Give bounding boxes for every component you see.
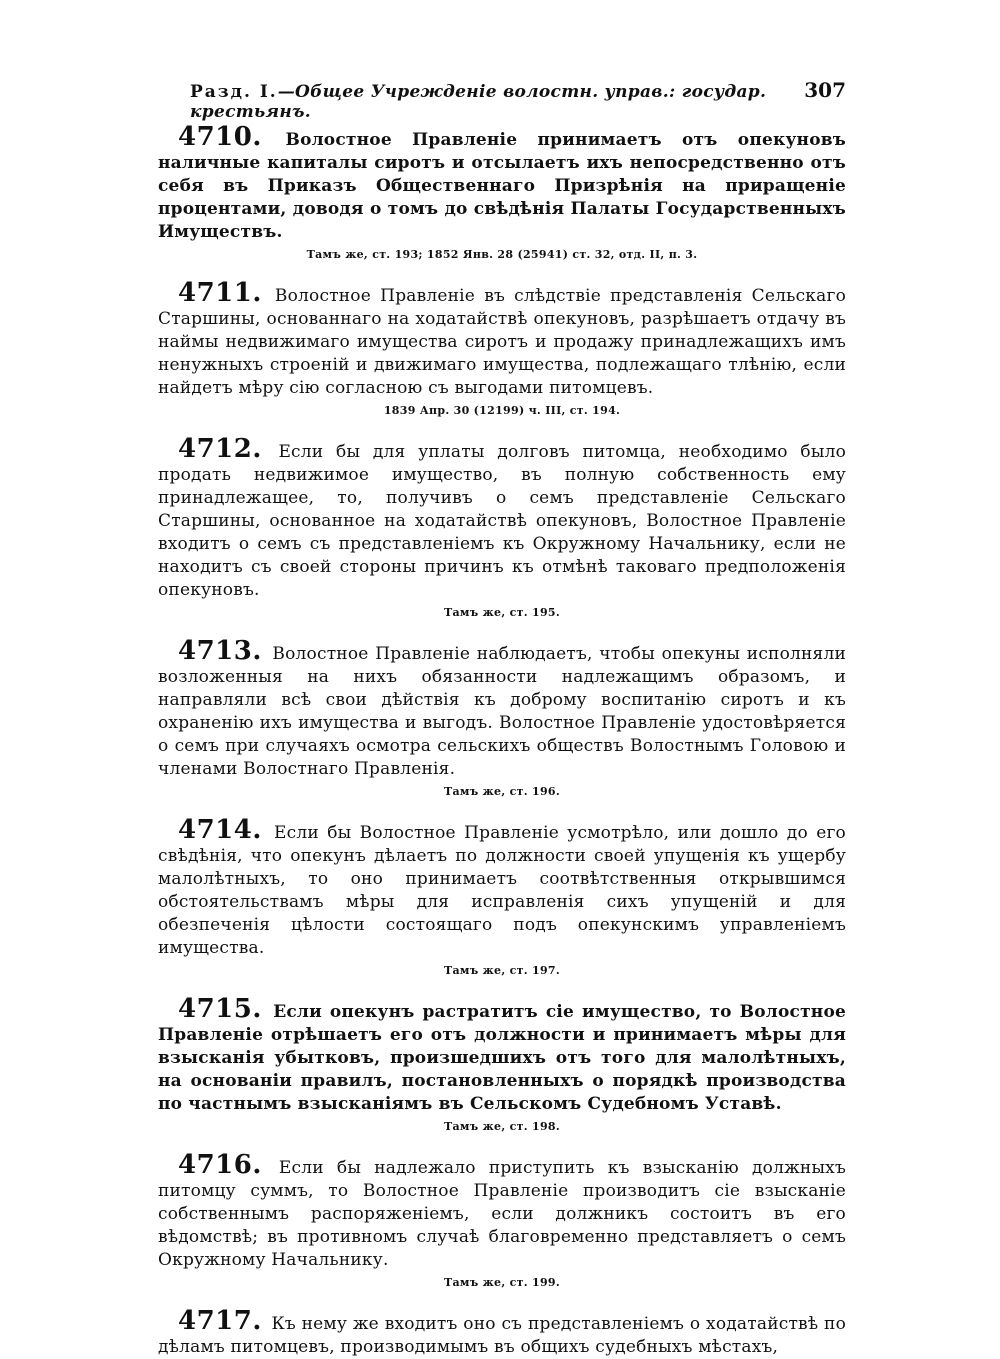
article-number: 4716. (178, 1150, 262, 1180)
article-text: Если опекунъ растратитъ сіе имущество, то Волостное Правленіе отрѣшаетъ его отъ должности и принимаетъ мѣры для взысканія убытковъ, произшедшихъ отъ того для малолѣтныхъ, на основаніи правилъ, постановленныхъ о порядкѣ производства по частнымъ взысканіямъ въ Сельскомъ Судебномъ Уставѣ. (158, 1002, 846, 1114)
article-paragraph (158, 1306, 847, 1359)
article-paragraph (158, 815, 846, 960)
article-citation: Тамъ же, ст. 199. (444, 1276, 560, 1289)
article-text: Если бы для уплаты долговъ питомца, необходимо было продать недвижимое имущество, въ полную собственность ему принадлежащее, то, получивъ о семъ представленіе Сельскаго Старшины, основанное на ходатайствѣ опекуновъ, Волостное Правленіе входитъ о семъ съ представленіемъ къ Окружному Начальнику, если не находитъ съ своей стороны причинъ къ отмѣнѣ таковаго предположенія опекуновъ. (158, 442, 846, 600)
article-paragraph (158, 278, 847, 400)
article-citation: Тамъ же, ст. 195. (444, 606, 560, 619)
article-number: 4717. (178, 1306, 262, 1336)
article-number: 4713. (178, 636, 262, 666)
article-number: 4712. (178, 434, 262, 464)
article-text: Если бы надлежало приступить къ взысканію должныхъ питомцу суммъ, то Волостное Правленіе производитъ сіе взысканіе собственнымъ распоряженіемъ, если должникъ состоитъ въ его вѣдомствѣ; въ противномъ случаѣ благовременно представляетъ о семъ Окружному Начальнику. (158, 1158, 846, 1270)
article-number: 4715. (178, 994, 262, 1024)
article-4717 (158, 1306, 847, 1359)
article-citation: Тамъ же, ст. 197. (444, 964, 560, 977)
running-header (190, 78, 846, 122)
article-citation: Тамъ же, ст. 198. (444, 1120, 560, 1133)
article-citation: Тамъ же, ст. 196. (444, 785, 560, 798)
article-number: 4710. (178, 122, 262, 152)
page-number: 307 (804, 78, 846, 102)
article-citation: Тамъ же, ст. 193; 1852 Янв. 28 (25941) ст. 32, отд. II, п. 3. (306, 248, 698, 261)
header-section-label: Разд. I. (190, 82, 278, 102)
article-number: 4711. (178, 278, 262, 308)
article-4716 (158, 1150, 846, 1292)
article-text: Если бы Волостное Правленіе усмотрѣло, или дошло до его свѣдѣнія, что опекунъ дѣлаетъ по должности своей упущенія къ ущербу малолѣтныхъ, то оно принимаетъ соотвѣтственныя открывшимся обстоятельствамъ мѣры для исправленія сихъ упущеній и для обезпеченія цѣлости состоящаго подъ опекунскимъ управленіемъ имущества. (158, 823, 846, 958)
article-text: Къ нему же входитъ оно съ представленіемъ о ходатайствѣ по дѣламъ питомцевъ, производимымъ въ общихъ судебныхъ мѣстахъ, (158, 1314, 847, 1357)
article-4714 (158, 815, 846, 980)
article-4712 (158, 434, 846, 622)
article-paragraph (158, 122, 846, 244)
header-section-title: —Общее Учрежденіе волостн. управ.: государ. крестьянъ. (190, 82, 767, 122)
article-paragraph (158, 636, 847, 781)
article-text: Волостное Правленіе въ слѣдствіе представленія Сельскаго Старшины, основаннаго на ходатайствѣ опекуновъ, разрѣшаетъ отдачу въ наймы недвижимаго имущества сиротъ и продажу принадлежащихъ имъ ненужныхъ строеній и движимаго имущества, подлежащаго тлѣнію, если найдетъ мѣру сію согласною съ выгодами питомцевъ. (158, 286, 847, 398)
article-4711 (158, 278, 847, 420)
article-4713 (158, 636, 847, 801)
document-page (158, 78, 847, 1357)
article-4710 (158, 122, 846, 264)
article-text: Волостное Правленіе принимаетъ отъ опекуновъ наличные капиталы сиротъ и отсылаетъ ихъ непосредственно отъ себя въ Приказъ Общественнаго Призрѣнія на приращеніе процентами, доводя о томъ до свѣдѣнія Палаты Государственныхъ Имуществъ. (158, 130, 846, 242)
header-title (190, 82, 804, 122)
article-number: 4714. (178, 815, 262, 845)
article-text: Волостное Правленіе наблюдаетъ, чтобы опекуны исполняли возложенныя на нихъ обязанности надлежащимъ образомъ, и направляли всѣ свои дѣйствія къ доброму воспитанію сиротъ и къ охраненію ихъ имущества и выгодъ. Волостное Правленіе удостовѣряется о семъ при случаяхъ осмотра сельскихъ обществъ Волостнымъ Головою и членами Волостнаго Правленія. (158, 644, 847, 779)
article-4715 (158, 994, 846, 1136)
article-paragraph (158, 1150, 846, 1272)
article-paragraph (158, 994, 846, 1116)
article-paragraph (158, 434, 846, 602)
article-citation: 1839 Апр. 30 (12199) ч. III, ст. 194. (383, 404, 621, 417)
